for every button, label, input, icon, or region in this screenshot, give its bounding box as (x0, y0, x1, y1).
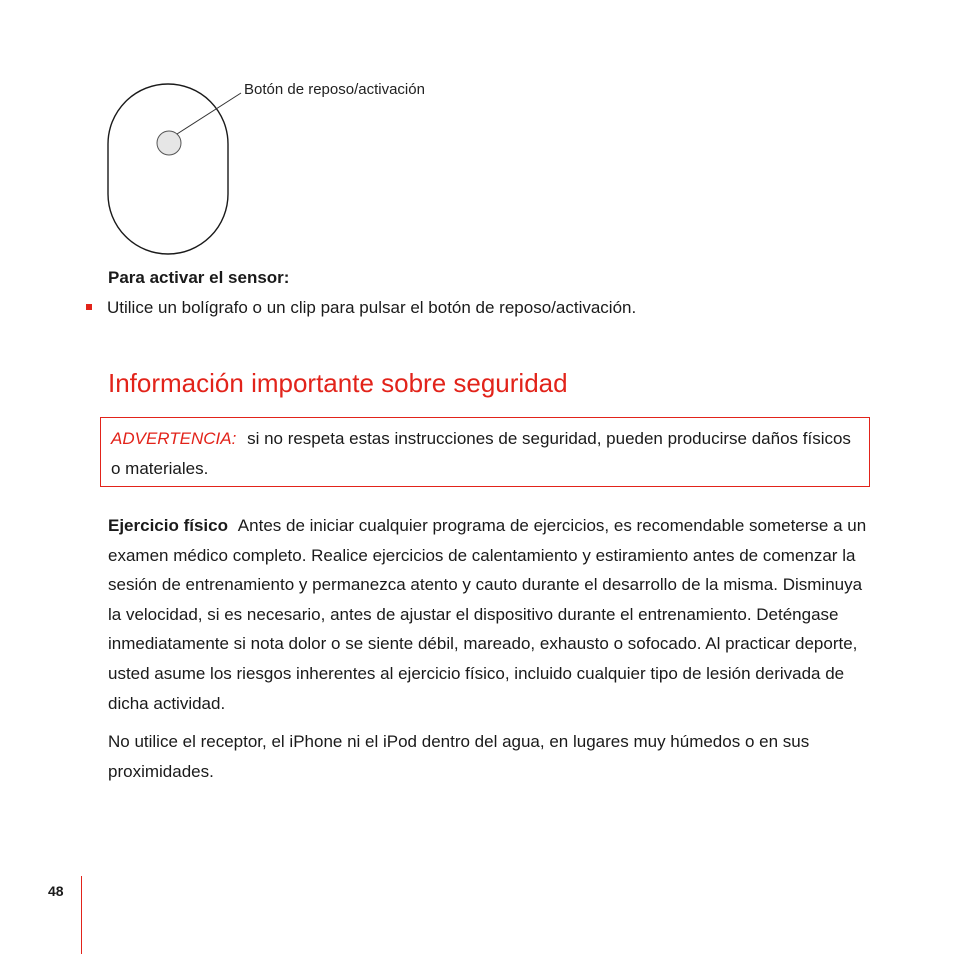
sensor-diagram (100, 70, 500, 270)
paragraph-run-in-heading: Ejercicio físico (108, 516, 228, 535)
warning-label: ADVERTENCIA: (111, 429, 237, 448)
sleep-wake-button (157, 131, 181, 155)
body-paragraph (108, 727, 873, 786)
sensor-body (108, 84, 228, 254)
section-title: Información importante sobre seguridad (108, 368, 568, 398)
sensor-illustration (100, 70, 500, 270)
callout-label: Botón de reposo/activación (244, 81, 425, 98)
warning-box (100, 417, 870, 487)
bullet-square-icon (86, 304, 92, 310)
body-text (108, 511, 873, 786)
paragraph-text: No utilice el receptor, el iPhone ni el iPod dentro del agua, en lugares muy húmedos o en sus proximidades. (108, 732, 810, 781)
procedure-step (86, 298, 636, 318)
warning-text: si no respeta estas instrucciones de seguridad, pueden producirse daños físicos o materiales. (111, 429, 851, 478)
page-margin-rule (81, 876, 82, 954)
body-paragraph (108, 511, 873, 718)
page-number: 48 (48, 883, 64, 899)
procedure-step-text: Utilice un bolígrafo o un clip para pulsar el botón de reposo/activación. (107, 298, 637, 317)
paragraph-text: Antes de iniciar cualquier programa de ejercicios, es recomendable someterse a un examen médico completo. Realice ejercicios de calentamiento y estiramiento antes de comenzar la sesión de entrenamiento y permanezca atento y cauto durante el desarrollo de la misma. Disminuya la velocidad, si es necesario, antes de ajustar el dispositivo durante el entrenamiento. Deténgase inmediatamente si nota dolor o se siente débil, mareado, exhausto o sofocado. Al practicar deporte, usted asume los riesgos inherentes al ejercicio físico, incluido cualquier tipo de lesión derivada de dicha actividad. (108, 516, 867, 713)
procedure-heading: Para activar el sensor: (108, 268, 290, 287)
